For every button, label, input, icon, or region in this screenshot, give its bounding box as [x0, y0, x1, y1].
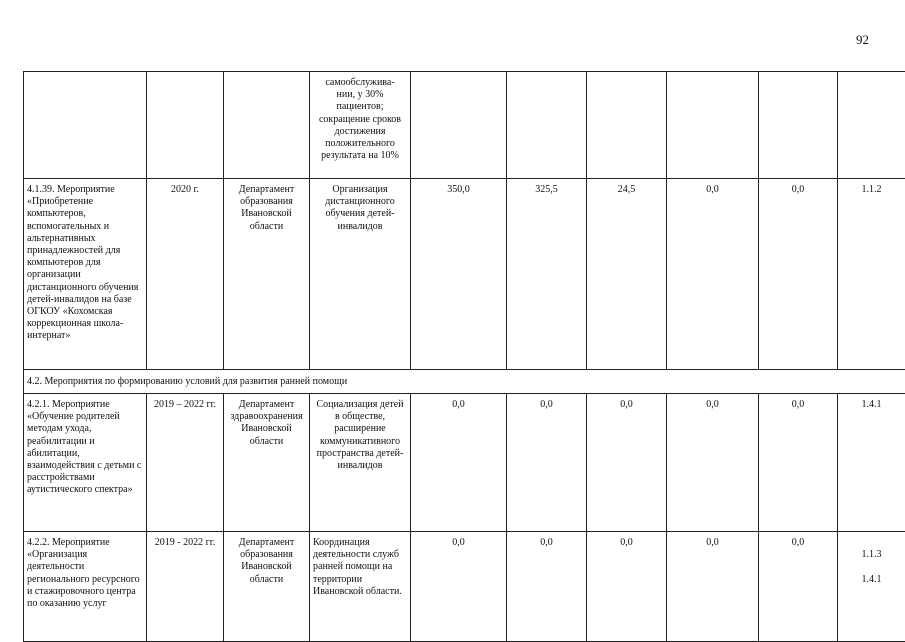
cell-period: 2019 – 2022 гг. [147, 394, 224, 532]
cell-value: 0,0 [411, 394, 507, 532]
section-header-row [24, 370, 905, 394]
cell-value [587, 72, 667, 179]
table-row [24, 179, 905, 370]
cell-value [759, 72, 838, 179]
cell-period: 2019 - 2022 гг. [147, 532, 224, 642]
cell-executor [224, 72, 310, 179]
cell-executor: Департамент образования Ивановской области [224, 179, 310, 370]
cell-value: 0,0 [759, 179, 838, 370]
cell-period [147, 72, 224, 179]
cell-value [667, 72, 759, 179]
cell-executor: Департамент здравоохранения Ивановской области [224, 394, 310, 532]
cell-value: 0,0 [759, 532, 838, 642]
cell-name: 4.2.1. Мероприятие «Обучение родителей методам ухода, реабилитации и абилитации, взаимодействия с детьми с расстройствами аутистического спектра» [24, 394, 147, 532]
cell-result: Организация дистанционного обучения детей-инвалидов [310, 179, 411, 370]
cell-code: 1.1.2 [838, 179, 905, 370]
cell-name [24, 72, 147, 179]
cell-result: самообслужива- нии, у 30% пациентов; сокращение сроков достижения положительного результата на 10% [310, 72, 411, 179]
measures-table [23, 71, 905, 642]
code-line: 1.4.1 [841, 574, 902, 586]
cell-code: 1.4.1 [838, 394, 905, 532]
cell-value [411, 72, 507, 179]
code-line: 1.1.3 [841, 549, 902, 561]
cell-result: Социализация детей в обществе, расширение коммуникативного пространства детей-инвалидов [310, 394, 411, 532]
cell-value: 24,5 [587, 179, 667, 370]
table-row [24, 532, 905, 642]
cell-value: 0,0 [667, 394, 759, 532]
table-row [24, 394, 905, 532]
cell-name: 4.1.39. Мероприятие «Приобретение компьютеров, вспомогательных и альтернативных принадлежностей для компьютеров для организации дистанционного обучения детей-инвалидов на базе ОГКОУ «Кохомская коррекционная школа-интернат» [24, 179, 147, 370]
cell-value: 0,0 [667, 179, 759, 370]
cell-value: 0,0 [507, 394, 587, 532]
cell-value: 0,0 [507, 532, 587, 642]
section-header: 4.2. Мероприятия по формированию условий для развития ранней помощи [24, 370, 905, 394]
cell-executor: Департамент образования Ивановской области [224, 532, 310, 642]
cell-name: 4.2.2. Мероприятие «Организация деятельности регионального ресурсного и стажировочного центра по оказанию услуг [24, 532, 147, 642]
cell-value: 0,0 [587, 532, 667, 642]
page-number: 92 [856, 32, 869, 48]
cell-code [838, 72, 905, 179]
cell-result: Координация деятельности служб ранней помощи на территории Ивановской области. [310, 532, 411, 642]
cell-value: 0,0 [759, 394, 838, 532]
cell-value: 350,0 [411, 179, 507, 370]
cell-value: 325,5 [507, 179, 587, 370]
cell-value: 0,0 [667, 532, 759, 642]
table-row-continuation [24, 72, 905, 179]
cell-value [507, 72, 587, 179]
cell-period: 2020 г. [147, 179, 224, 370]
cell-value: 0,0 [587, 394, 667, 532]
cell-code [838, 532, 905, 642]
cell-value: 0,0 [411, 532, 507, 642]
